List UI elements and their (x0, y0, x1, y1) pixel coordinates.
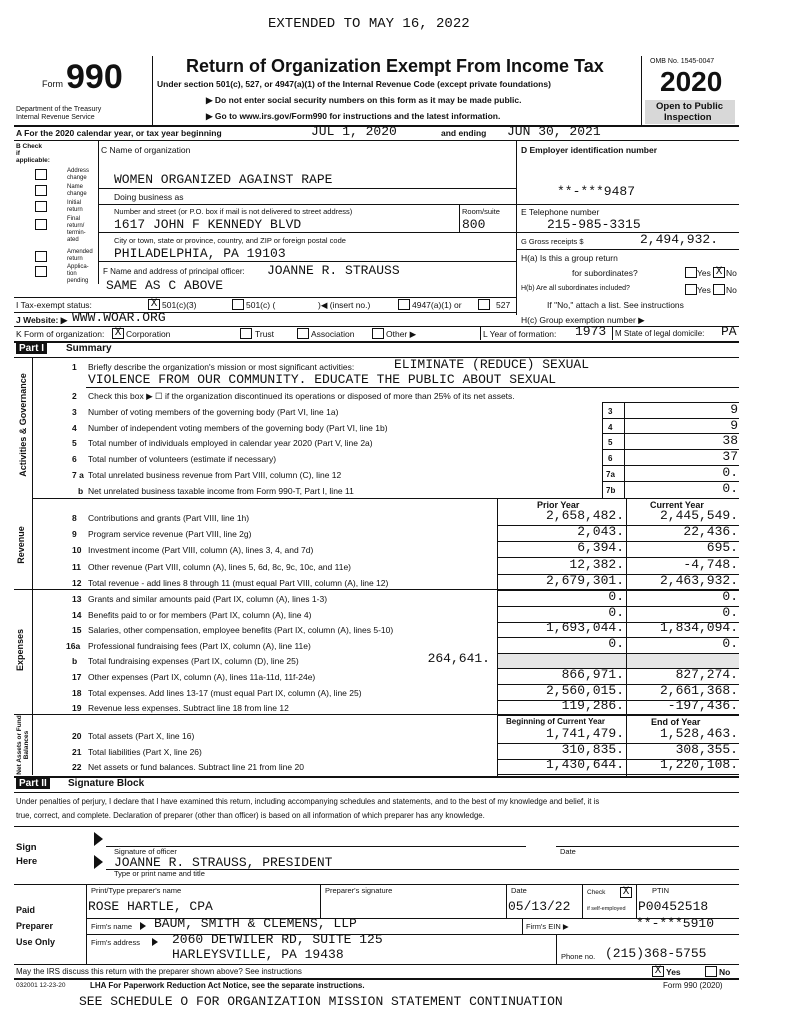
expense-line-label: Grants and similar amounts paid (Part IX, column (A), lines 1-3) (88, 594, 328, 604)
group-return-label: H(a) Is this a group return (521, 253, 618, 263)
expense-current-value: 0. (722, 589, 738, 604)
phone-label: E Telephone number (521, 207, 600, 217)
tax-year-begin: JUL 1, 2020 (311, 124, 397, 139)
expense-prior-value: 0. (608, 589, 624, 604)
revenue-line-num: 11 (72, 562, 81, 572)
dba-label: Doing business as (114, 192, 184, 202)
expense-line-num: 15 (72, 625, 82, 635)
group-yes-checkbox[interactable] (685, 267, 697, 278)
line7b-label: Net unrelated business taxable income from Form 990-T, Part I, line 11 (88, 486, 354, 496)
unrelated-taxable: 0. (722, 481, 738, 496)
line1-num: 1 (72, 362, 77, 372)
box7a: 7a (606, 470, 615, 479)
prior-year-header: Prior Year (537, 500, 580, 510)
part1-tag: Part I (16, 343, 47, 354)
net-assets-prior-value: 1,430,644. (545, 757, 624, 772)
org-name: WOMEN ORGANIZED AGAINST RAPE (114, 172, 333, 187)
net-assets-current-value: 1,528,463. (659, 726, 738, 741)
revenue-line-label: Total revenue - add lines 8 through 11 (must equal Part VIII, column (A), line 12) (88, 578, 389, 588)
ein-label: D Employer identification number (521, 145, 658, 155)
initial-return-label: Initial return (67, 200, 83, 213)
gross-receipts-label: G Gross receipts $ (521, 237, 584, 246)
line7a-label: Total unrelated business revenue from Part VIII, column (C), line 12 (88, 470, 342, 480)
net-assets-line-label: Total assets (Part X, line 16) (88, 731, 195, 741)
independent-members: 9 (730, 418, 738, 433)
501c3-checkbox[interactable]: X (148, 299, 160, 310)
501c3-label: 501(c)(3) (162, 300, 197, 310)
group-return-sub: for subordinates? (572, 268, 638, 278)
amended-return-label: Amended return (67, 249, 93, 262)
sub-no-checkbox[interactable] (713, 284, 725, 295)
preparer-name: ROSE HARTLE, CPA (88, 899, 213, 914)
firm-ein: **-***5910 (636, 916, 715, 931)
expense-line-label: Revenue less expenses. Subtract line 18 from line 12 (88, 703, 289, 713)
initial-return-checkbox[interactable] (35, 201, 47, 212)
ptin-label: PTIN (652, 886, 670, 895)
net-assets-prior-value: 1,741,479. (545, 726, 624, 741)
527-label: 527 (496, 300, 511, 310)
expense-current-value: -197,436. (667, 698, 738, 713)
sign-arrow-icon (94, 832, 103, 846)
line3-num: 3 (72, 407, 77, 417)
preparer-ptin: P00452518 (638, 899, 709, 914)
revenue-prior-value: 2,043. (577, 524, 624, 539)
form-of-org-label: K Form of organization: (16, 329, 105, 339)
net-assets-line-num: 20 (72, 731, 82, 741)
expense-line-label: Total expenses. Add lines 13-17 (must equal Part IX, column (A), line 25) (88, 688, 362, 698)
tax-year: 2020 (660, 66, 723, 97)
irs-label: Internal Revenue Service (16, 114, 95, 121)
part2-title: Signature Block (68, 778, 145, 789)
form-footer-id: Form 990 (2020) (663, 981, 723, 990)
corporation-label: Corporation (126, 329, 171, 339)
discuss-no-checkbox[interactable] (705, 966, 717, 977)
expense-line-num: 13 (72, 594, 82, 604)
line4-num: 4 (72, 423, 77, 433)
other-checkbox[interactable] (372, 328, 384, 339)
expense-current-value: 0. (722, 605, 738, 620)
4947-checkbox[interactable] (398, 299, 410, 310)
revenue-prior-value: 2,679,301. (545, 573, 624, 588)
row-rule (497, 774, 739, 775)
omb-number: OMB No. 1545-0047 (650, 58, 715, 65)
and-ending-label: and ending (441, 128, 487, 138)
expense-prior-value: 2,560,015. (545, 683, 624, 698)
expense-line-num: 14 (72, 610, 82, 620)
part2-tag: Part II (16, 778, 50, 789)
lha-notice: LHA For Paperwork Reduction Act Notice, see the separate instructions. (90, 981, 365, 990)
volunteers: 37 (722, 449, 738, 464)
preparer-sig-label: Preparer's signature (325, 886, 393, 895)
side-revenue: Revenue (16, 526, 26, 564)
527-checkbox[interactable] (478, 299, 490, 310)
inspection: Inspection (664, 112, 712, 123)
box6: 6 (608, 454, 613, 463)
insert-no-label: )◀ (insert no.) (318, 300, 371, 310)
firm-name-label: Firm's name (91, 922, 133, 931)
expense-prior-value: 866,971. (561, 667, 624, 682)
officer-name-title: JOANNE R. STRAUSS, PRESIDENT (114, 855, 333, 870)
penalty-text-1: Under penalties of perjury, I declare that I have examined this return, including accompanying schedules and statements, and to the best of my knowledge and belief, it is (16, 797, 600, 806)
revenue-line-num: 9 (72, 529, 77, 539)
date-label: Date (560, 847, 576, 856)
goto-link[interactable]: ▶ Go to www.irs.gov/Form990 for instructions and the latest information. (206, 111, 501, 121)
net-assets-current-value: 1,220,108. (659, 757, 738, 772)
501c-label: 501(c) ( (246, 300, 276, 310)
box4: 4 (608, 423, 613, 432)
4947-label: 4947(a)(1) or (412, 300, 462, 310)
side-expenses: Expenses (15, 628, 25, 672)
revenue-current-value: 2,445,549. (659, 508, 738, 523)
revenue-current-value: 22,436. (683, 524, 738, 539)
firm-name: BAUM, SMITH & CLEMENS, LLP (154, 916, 357, 931)
form-number: 990 (66, 58, 123, 96)
expense-prior-value: 0. (608, 636, 624, 651)
name-change-label: Name change (67, 184, 87, 197)
expense-line-label: Salaries, other compensation, employee benefits (Part IX, column (A), lines 5-10) (88, 625, 394, 635)
dept-treasury: Department of the Treasury (16, 106, 102, 113)
final-return-label: Final return/ termin-ated (67, 216, 86, 243)
website[interactable]: WWW.WOAR.ORG (72, 310, 166, 325)
year-formation-label: L Year of formation: (483, 329, 557, 339)
room-label: Room/suite (462, 207, 500, 216)
firm-phone: (215)368-5755 (605, 946, 707, 961)
line-a-label: A For the 2020 calendar year, or tax year beginning (16, 128, 222, 138)
expense-line-num: 19 (72, 703, 82, 713)
line4-label: Number of independent voting members of the governing body (Part VI, line 1b) (88, 423, 388, 433)
expense-line-label: Total fundraising expenses (Part IX, column (D), line 25) (88, 656, 299, 666)
revenue-current-value: 2,463,932. (659, 573, 738, 588)
revenue-line-num: 12 (72, 578, 82, 588)
section-rule (14, 714, 739, 715)
line7b-num: b (78, 486, 84, 496)
line7a-num: 7 a (72, 470, 84, 480)
expense-line-label: Benefits paid to or for members (Part IX, column (A), line 4) (88, 610, 312, 620)
expense-line-label: Other expenses (Part IX, column (A), lines 11a-11d, 11f-24e) (88, 672, 316, 682)
revenue-current-value: 695. (706, 540, 738, 555)
city-label: City or town, state or province, country, and ZIP or foreign postal code (114, 236, 346, 245)
room-suite: 800 (462, 217, 486, 232)
section-rule (14, 589, 739, 590)
trust-label: Trust (255, 329, 275, 339)
expense-prior-value: 119,286. (561, 698, 624, 713)
revenue-current-value: -4,748. (683, 557, 738, 572)
amended-return-checkbox[interactable] (35, 251, 47, 262)
legal-domicile-label: M State of legal domicile: (615, 329, 705, 338)
tax-year-end: JUN 30, 2021 (507, 124, 601, 139)
expense-line-num: 18 (72, 688, 82, 698)
firm-address-2: HARLEYSVILLE, PA 19438 (172, 947, 344, 962)
discuss-yes-label: Yes (666, 967, 681, 977)
voting-members: 9 (730, 402, 738, 417)
net-assets-current-value: 308,355. (675, 742, 738, 757)
ein-value: **-***9487 (557, 184, 636, 199)
expense-line-num: b (72, 656, 78, 666)
expense-prior-value: 0. (608, 605, 624, 620)
mission-line2: VIOLENCE FROM OUR COMMUNITY. EDUCATE THE PUBLIC ABOUT SEXUAL (88, 372, 557, 387)
firm-ein-label: Firm's EIN ▶ (526, 922, 569, 931)
line2-num: 2 (72, 391, 77, 401)
total-fundraising-expenses: 264,641. (427, 651, 490, 666)
firm-addr-arrow-icon (152, 938, 158, 946)
expense-prior-value: 1,693,044. (545, 620, 624, 635)
mission-label: Briefly describe the organization's mission or most significant activities: (88, 362, 355, 372)
expense-line-num: 16a (66, 641, 81, 651)
side-net-assets: Net Assets or Fund Balances (16, 715, 30, 775)
mission-line1: ELIMINATE (REDUCE) SEXUAL (394, 357, 590, 372)
form-subtitle: Under section 501(c), 527, or 4947(a)(1) of the Internal Revenue Code (except private foundations) (157, 79, 551, 89)
corporation-checkbox[interactable]: X (112, 328, 124, 339)
firm-name-arrow-icon (140, 922, 146, 930)
gross-receipts: 2,494,932. (640, 232, 719, 247)
street-label: Number and street (or P.O. box if mail is not delivered to street address) (114, 207, 353, 216)
check-label: Check (587, 889, 606, 896)
expense-current-value: 827,274. (675, 667, 738, 682)
revenue-line-num: 8 (72, 513, 77, 523)
net-assets-line-label: Total liabilities (Part X, line 26) (88, 747, 202, 757)
sign-arrow-icon-2 (94, 855, 103, 869)
current-year-header: Current Year (650, 500, 704, 510)
box3: 3 (608, 407, 613, 416)
application-pending-checkbox[interactable] (35, 266, 47, 277)
begin-year-header: Beginning of Current Year (506, 717, 605, 726)
revenue-line-label: Program service revenue (Part VIII, line 2g) (88, 529, 252, 539)
officer-address: SAME AS C ABOVE (106, 278, 224, 293)
discontinued-label: Check this box ▶ ☐ if the organization discontinued its operations or disposed of more than 25% of its net assets. (88, 391, 515, 401)
principal-officer: JOANNE R. STRAUSS (267, 263, 400, 278)
form-code: 032001 12-23-20 (16, 982, 66, 989)
paid-label: Paid (16, 905, 36, 915)
trust-checkbox[interactable] (240, 328, 252, 339)
revenue-prior-value: 2,658,482. (545, 508, 624, 523)
penalty-text-2: true, correct, and complete. Declaration of preparer (other than officer) is based on all information of which preparer has any knowledge. (16, 811, 485, 820)
col-rule (626, 498, 627, 776)
expense-line-num: 17 (72, 672, 82, 682)
use-only-label: Use Only (16, 937, 56, 947)
box7b: 7b (606, 486, 616, 495)
net-assets-prior-value: 310,835. (561, 742, 624, 757)
box5: 5 (608, 438, 613, 447)
self-employed-label: if self-employed (587, 906, 626, 912)
street-address: 1617 JOHN F KENNEDY BLVD (114, 217, 302, 232)
application-pending-label: Applica-tion pending (67, 264, 89, 284)
check-applicable-label: B Check if applicable: (16, 143, 50, 164)
address-change-label: Address change (67, 168, 90, 181)
discuss-no-label: No (719, 967, 731, 977)
final-return-checkbox[interactable] (35, 219, 47, 230)
line5-label: Total number of individuals employed in calendar year 2020 (Part V, line 2a) (88, 438, 373, 448)
association-label: Association (311, 329, 355, 339)
form-title: Return of Organization Exempt From Income Tax (186, 56, 604, 76)
part1-title: Summary (66, 343, 112, 354)
col-rule (497, 498, 498, 776)
expense-current-value: 1,834,094. (659, 620, 738, 635)
shaded-cell (497, 654, 739, 668)
group-exemption-label: H(c) Group exemption number ▶ (521, 315, 645, 325)
revenue-line-label: Contributions and grants (Part VIII, line 1h) (88, 513, 250, 523)
extension-note: EXTENDED TO MAY 16, 2022 (268, 16, 470, 32)
revenue-prior-value: 12,382. (569, 557, 624, 572)
sign-label: Sign (16, 842, 37, 853)
unrelated-revenue: 0. (722, 465, 738, 480)
expense-line-label: Professional fundraising fees (Part IX, column (A), line 11e) (88, 641, 311, 651)
name-change-checkbox[interactable] (35, 185, 47, 196)
revenue-line-num: 10 (72, 545, 82, 555)
firm-address-label: Firm's address (91, 938, 140, 947)
org-phone: 215-985-3315 (547, 217, 641, 232)
signature-label: Signature of officer (114, 847, 177, 856)
preparer-date: 05/13/22 (508, 899, 571, 914)
tax-exempt-label: I Tax-exempt status: (16, 300, 92, 310)
line5-num: 5 (72, 438, 77, 448)
city-state-zip: PHILADELPHIA, PA 19103 (114, 246, 286, 261)
net-assets-line-num: 22 (72, 762, 82, 772)
group-yes-label: Yes (697, 268, 711, 278)
address-change-checkbox[interactable] (35, 169, 47, 180)
subordinates-label: H(b) Are all subordinates included? (521, 285, 630, 292)
group-no-label: No (726, 268, 737, 278)
form-label: Form (42, 79, 63, 89)
self-employed-checkbox[interactable]: X (620, 887, 632, 898)
revenue-prior-value: 6,394. (577, 540, 624, 555)
website-label: J Website: ▶ (16, 315, 68, 325)
employees: 38 (722, 433, 738, 448)
schedule-o-note: SEE SCHEDULE O FOR ORGANIZATION MISSION STATEMENT CONTINUATION (79, 994, 563, 1009)
here-label: Here (16, 856, 38, 867)
net-assets-line-label: Net assets or fund balances. Subtract line 21 from line 20 (88, 762, 304, 772)
end-year-header: End of Year (651, 717, 701, 727)
net-assets-line-num: 21 (72, 747, 82, 757)
expense-current-value: 2,661,368. (659, 683, 738, 698)
discuss-yes-checkbox[interactable]: X (652, 966, 664, 977)
org-name-label: C Name of organization (101, 145, 191, 155)
line6-num: 6 (72, 454, 77, 464)
revenue-line-label: Investment income (Part VIII, column (A), lines 3, 4, and 7d) (88, 545, 314, 555)
legal-domicile: PA (721, 324, 737, 339)
discuss-question: May the IRS discuss this return with the preparer shown above? See instructions (16, 967, 302, 976)
preparer-label: Preparer (16, 921, 54, 931)
year-formation: 1973 (575, 324, 607, 339)
sub-yes-checkbox[interactable] (685, 284, 697, 295)
expense-current-value: 0. (722, 636, 738, 651)
type-name-label: Type or print name and title (114, 869, 205, 878)
ssn-notice: ▶ Do not enter social security numbers on this form as it may be made public. (206, 95, 522, 105)
other-label: Other ▶ (386, 329, 417, 339)
association-checkbox[interactable] (297, 328, 309, 339)
501c-checkbox[interactable] (232, 299, 244, 310)
preparer-name-label: Print/Type preparer's name (91, 886, 182, 895)
principal-officer-label: F Name and address of principal officer: (103, 267, 245, 276)
sub-no-label: No (726, 285, 737, 295)
line3-label: Number of voting members of the governing body (Part VI, line 1a) (88, 407, 339, 417)
line6-label: Total number of volunteers (estimate if necessary) (88, 454, 277, 464)
firm-address-1: 2060 DETWILER RD, SUITE 125 (172, 932, 383, 947)
group-no-checkbox[interactable]: X (713, 267, 725, 278)
preparer-date-label: Date (511, 886, 527, 895)
side-governance: Activities & Governance (18, 373, 28, 477)
open-public: Open to Public (656, 101, 724, 112)
list-note: If "No," attach a list. See instructions (547, 300, 684, 310)
row-rule (497, 715, 739, 716)
revenue-line-label: Other revenue (Part VIII, column (A), lines 5, 6d, 8c, 9c, 10c, and 11e) (88, 562, 351, 572)
firm-phone-label: Phone no. (561, 952, 596, 961)
sub-yes-label: Yes (697, 285, 711, 295)
